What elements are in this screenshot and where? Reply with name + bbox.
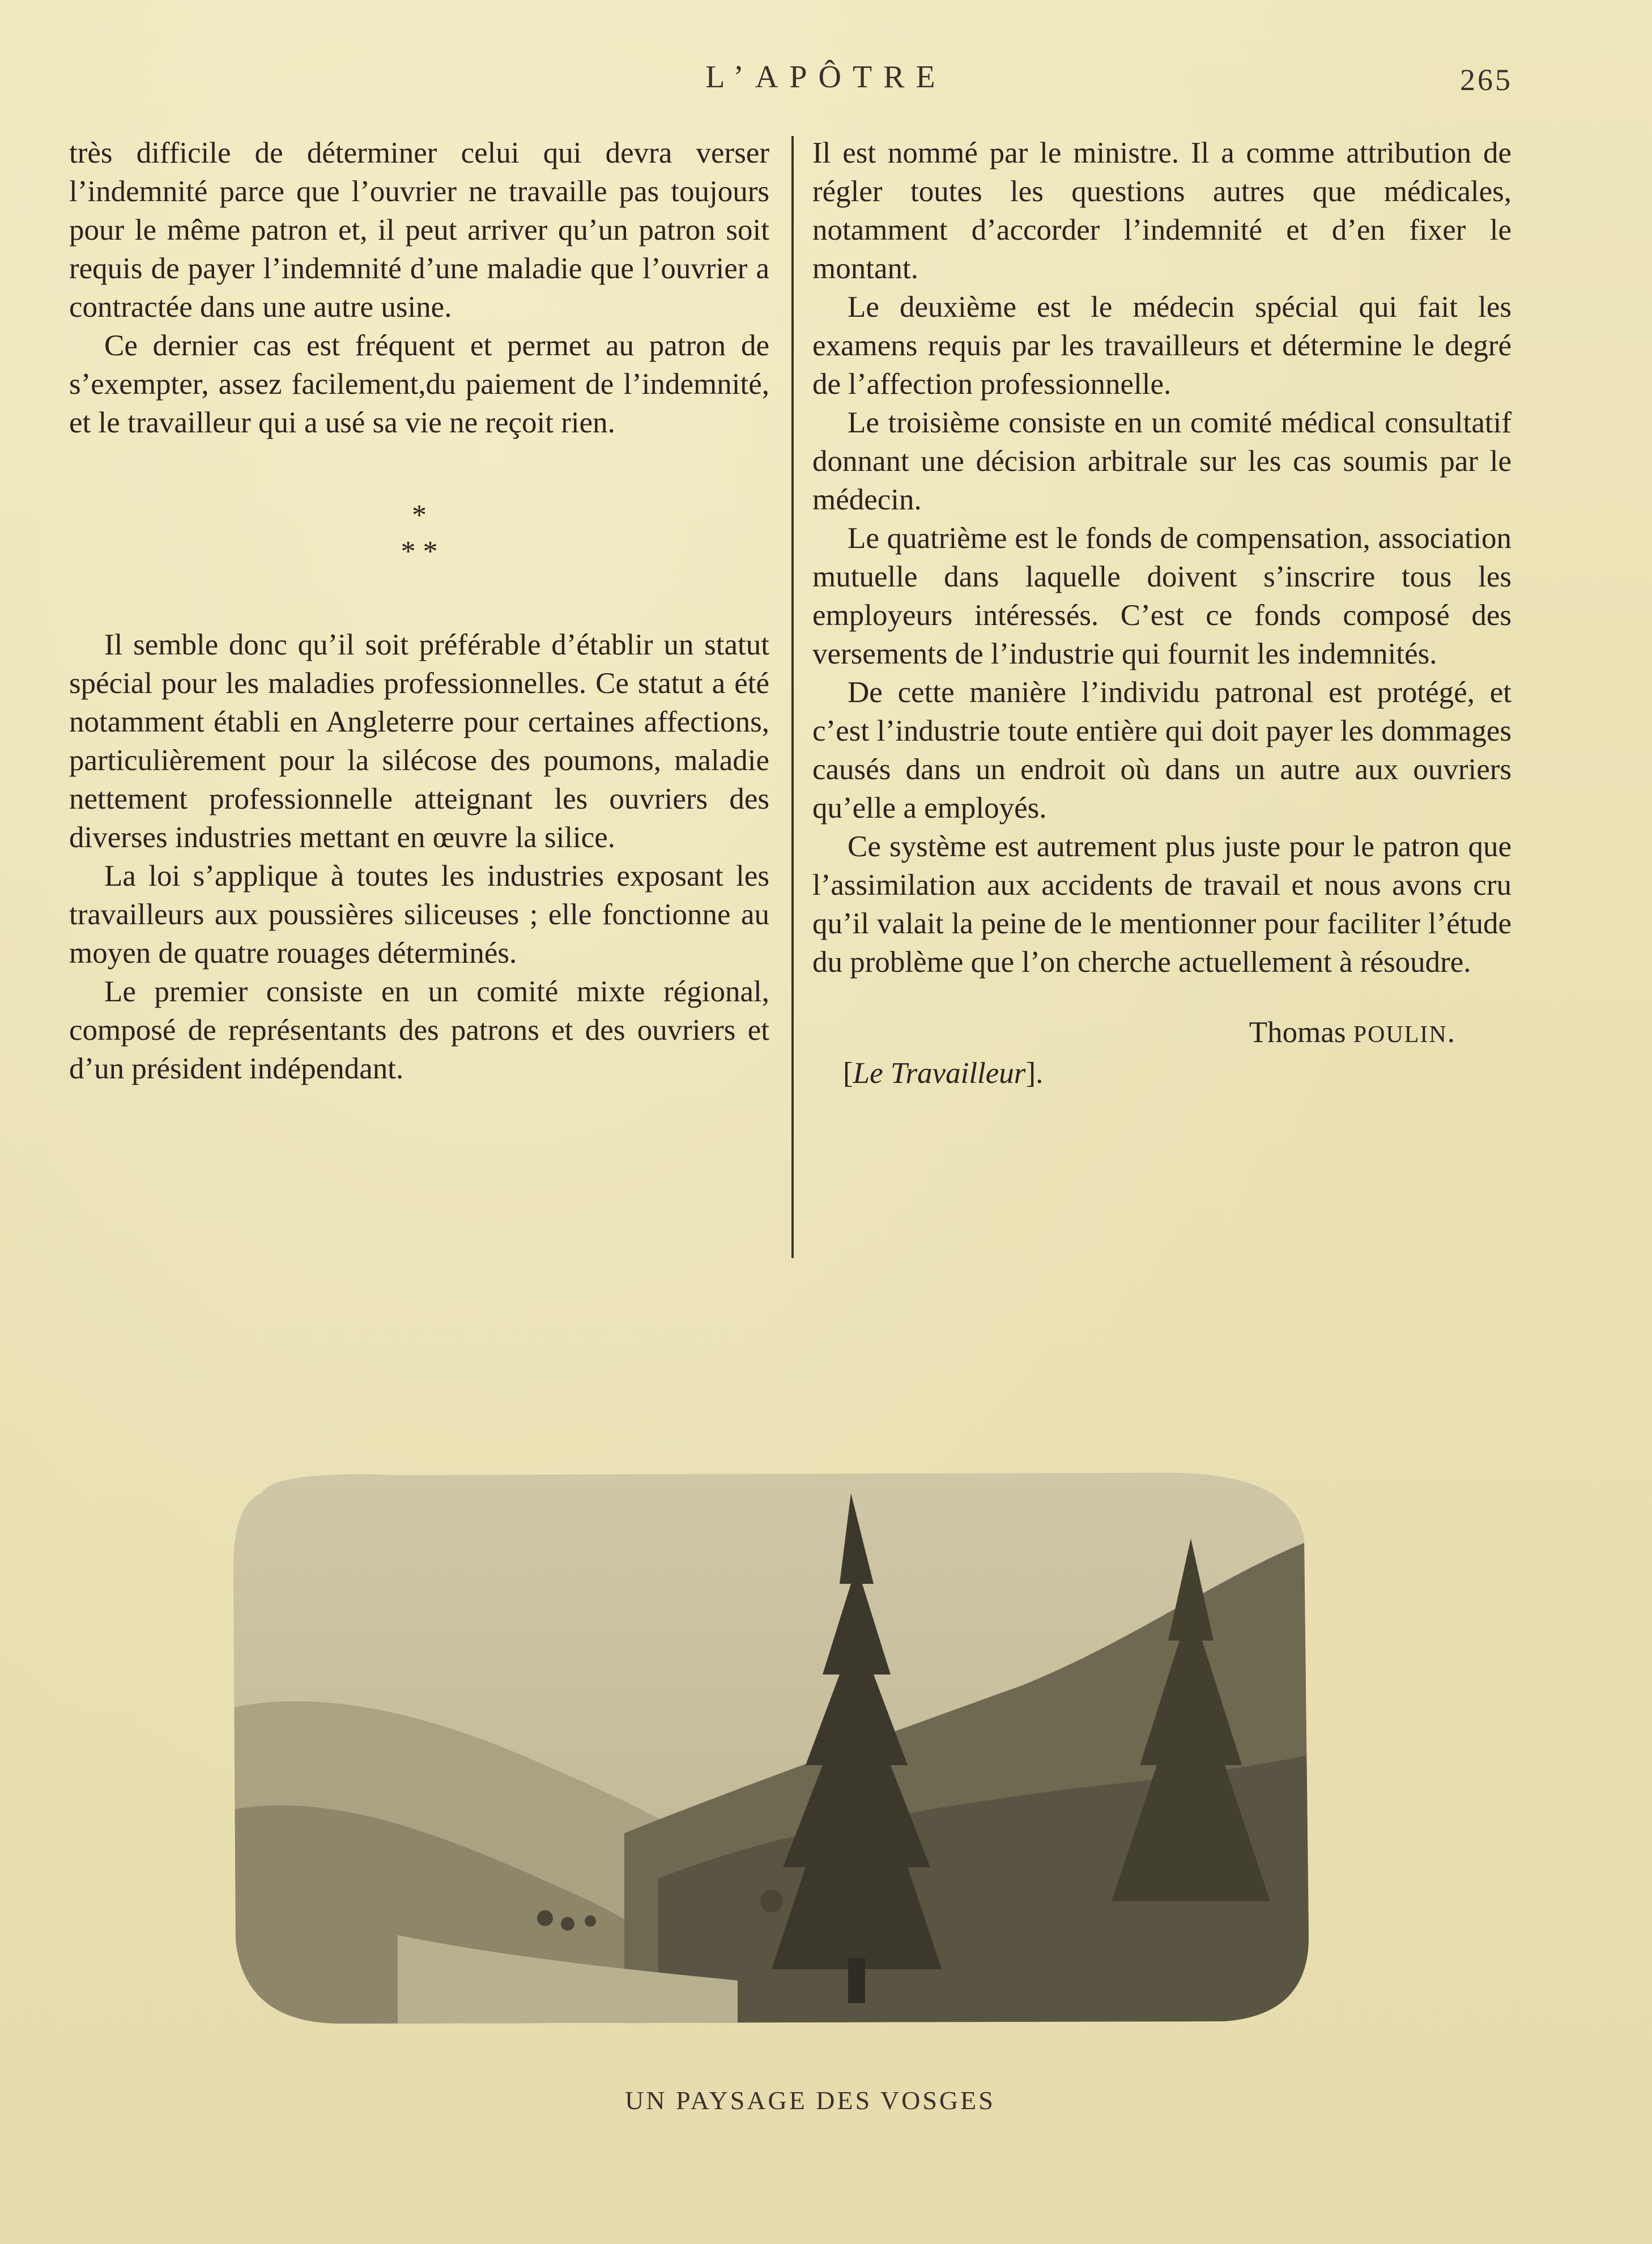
page-number: 265 [1460,63,1513,97]
landscape-photo [228,1470,1315,2026]
section-break-asterisks [69,498,769,570]
author-first-name: Thomas [1249,1016,1346,1049]
source-citation [843,1054,1512,1093]
right-column [812,134,1512,1093]
paragraph: Le premier consiste en un comité mixte régional, composé de représentants des patrons et des ouvriers et d’un président indépendant. [69,975,769,1085]
figure-caption: UN PAYSAGE DES VOSGES [625,2086,995,2115]
paragraph: La loi s’applique à toutes les industries exposant les travailleurs aux poussières siliceuses ; elle fonctionne au moyen de quatre rouages déterminés. [69,860,769,970]
source-title: Le Travailleur [853,1057,1026,1090]
left-column [69,134,769,1088]
paragraph: De cette manière l’individu patronal est protégé, et c’est l’industrie toute entière qui doit payer les dommages causés dans un endroit où dans un autre aux ouvriers qu’elle a employés. [812,676,1512,824]
paragraph: Ce dernier cas est fréquent et permet au patron de s’exempter, assez facilement,du paiement de l’indemnité, et le travailleur qui a usé sa vie ne reçoit rien. [69,329,769,439]
paragraph: Ce système est autrement plus juste pour le patron que l’assimilation aux accidents de travail et nous avons cru qu’il valait la peine de le mentionner pour faciliter l’étude du problème que l’on cherche actuellement à résoudre. [812,830,1512,979]
column-divider [791,136,794,1258]
paragraph: Il semble donc qu’il soit préférable d’établir un statut spécial pour les maladies professionnelles. Ce statut a été notamment établi en Angleterre pour certaines affections, particulièrement pour la silécose des poumons, maladie nettement professionnelle atteignant les ouvriers des diverses industries mettant en œuvre la silice. [69,628,769,854]
paragraph: Le quatrième est le fonds de compensation, association mutuelle dans laquelle doivent s’inscrire tous les employeurs intéressés. C’est ce fonds composé des versements de l’industrie qui fournit les indemnités. [812,522,1512,670]
asterisk-bottom: * * [401,536,438,568]
author-signature [812,1013,1512,1054]
source-bracket-close: ]. [1025,1057,1044,1090]
running-header-title: L’APÔTRE [705,60,947,95]
asterisk-top: * [412,499,427,532]
author-last-name: POULIN [1353,1022,1447,1048]
paragraph: Il est nommé par le ministre. Il a comme attribution de régler toutes les questions autres que médicales, notamment d’accorder l’indemnité et d’en fixer le montant. [812,137,1512,285]
paragraph: très difficile de déterminer celui qui devra verser l’indemnité parce que l’ouvrier ne travaille pas toujours pour le même patron et, il peut arriver qu’un patron soit requis de payer l’indemnité d’une maladie que l’ouvrier a contractée dans une autre usine. [69,137,769,324]
author-period: . [1447,1016,1455,1049]
paragraph: Le deuxième est le médecin spécial qui fait les examens requis par les travailleurs et détermine le degré de l’affection professionnelle. [812,291,1512,401]
source-bracket-open: [ [843,1057,853,1090]
paragraph: Le troisième consiste en un comité médical consultatif donnant une décision arbitrale sur les cas soumis par le médecin. [812,406,1512,516]
